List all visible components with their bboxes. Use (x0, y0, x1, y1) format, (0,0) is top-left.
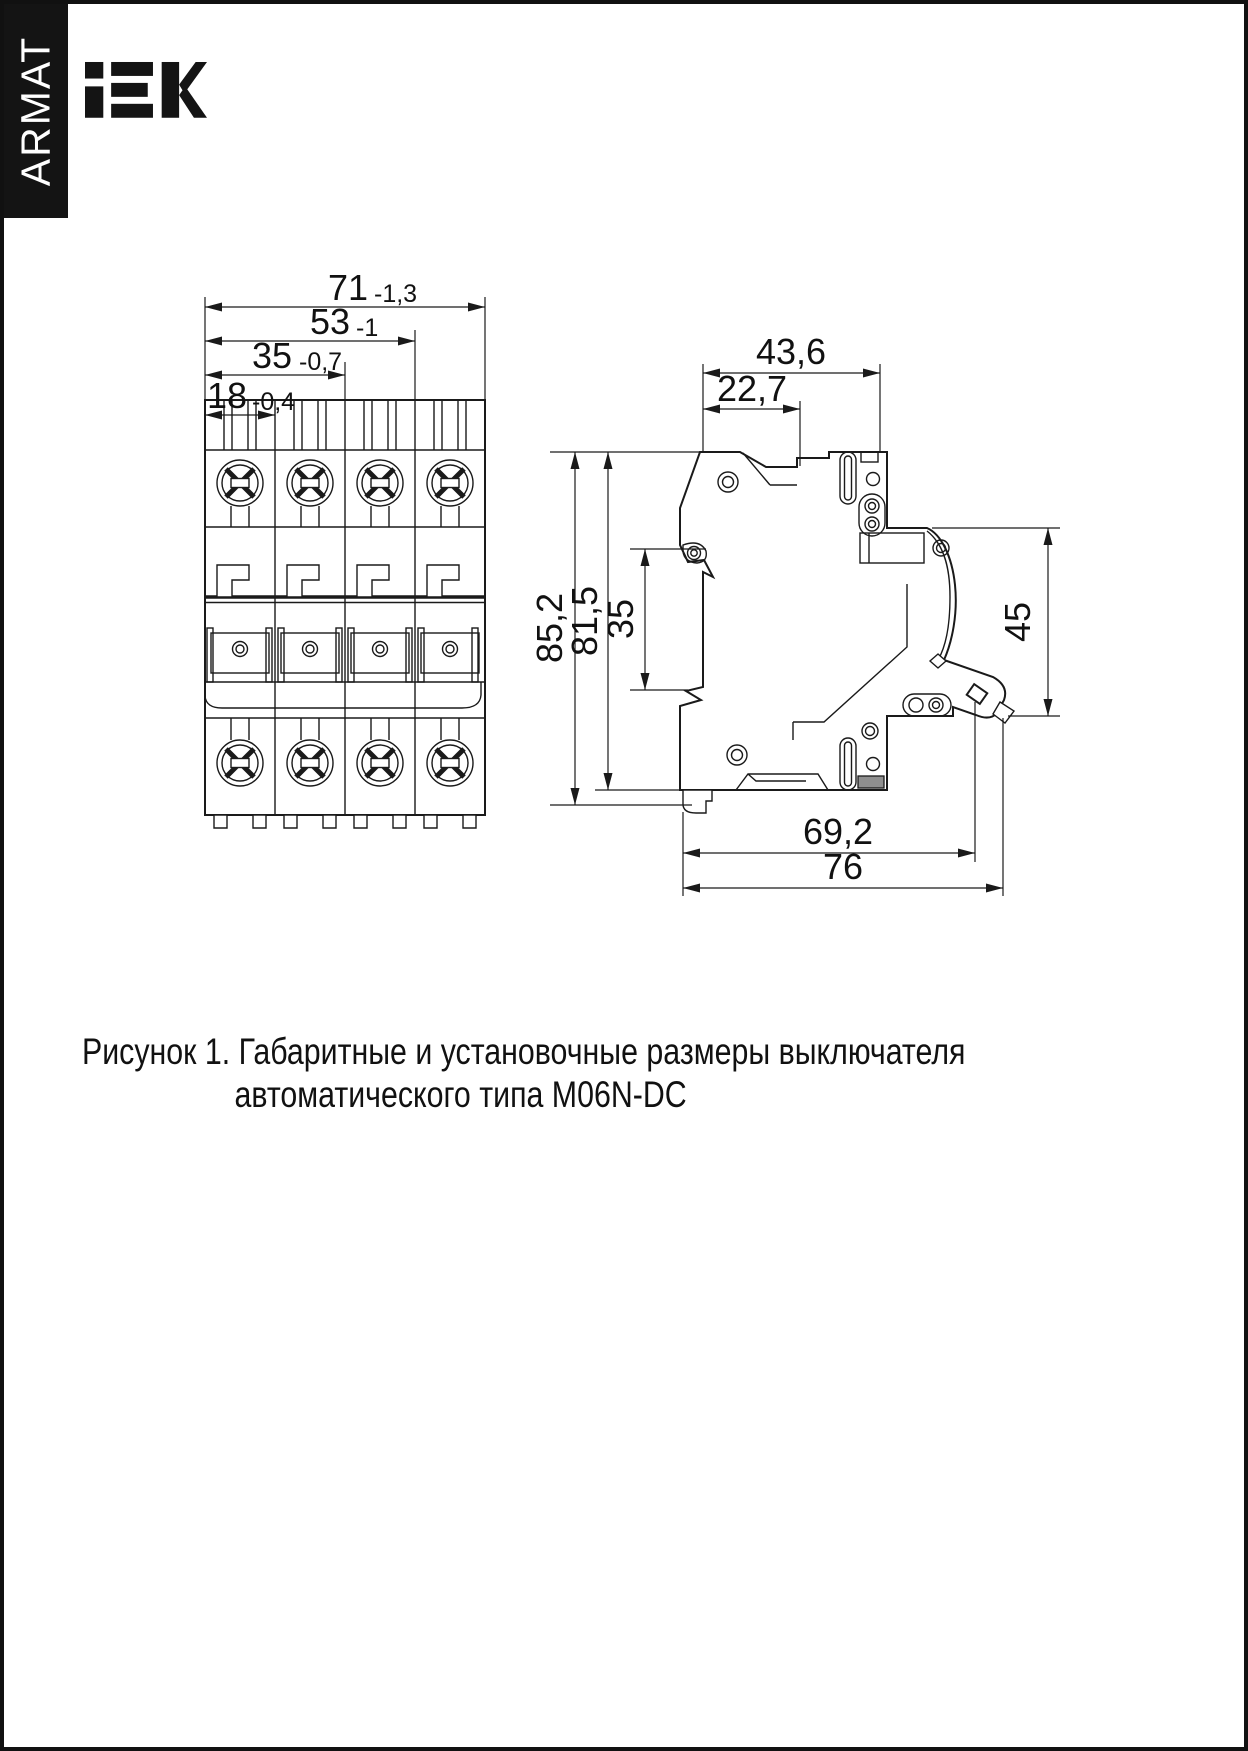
armat-label: ARMAT (12, 35, 59, 187)
front-view (205, 400, 485, 828)
dim-depth-top: 43,6 (755, 331, 827, 372)
dim-width-53-tol: -1 (356, 314, 379, 342)
mounting-feet (214, 815, 476, 828)
dim-width-53: 53 (309, 301, 350, 342)
dim-width-18-tol: -0,4 (252, 388, 296, 416)
dim-depth-top-inner: 22,7 (716, 368, 788, 409)
figure-caption-line2: автоматического типа M06N-DC (234, 1074, 687, 1115)
figure-caption-line1: Рисунок 1. Габаритные и установочные размеры выключателя (82, 1031, 966, 1072)
front-view-dimensions (205, 267, 485, 420)
dim-depth-body: 69,2 (802, 811, 874, 852)
dim-din-rail: 35 (600, 598, 641, 640)
dim-width-71-tol: -1,3 (374, 280, 418, 308)
dim-width-35-tol: -0,7 (299, 348, 343, 376)
dim-width-18: 18 (206, 375, 247, 416)
dim-height-body: 81,5 (564, 585, 605, 657)
figure-caption (82, 1030, 965, 1116)
dim-width-71: 71 (327, 267, 368, 308)
side-view (680, 452, 1014, 813)
dim-depth-overall: 76 (822, 846, 864, 887)
din-clip-foot (683, 790, 712, 813)
dim-width-35: 35 (251, 335, 292, 376)
dim-height-overall: 85,2 (529, 592, 570, 664)
dim-front-height: 45 (997, 601, 1038, 643)
